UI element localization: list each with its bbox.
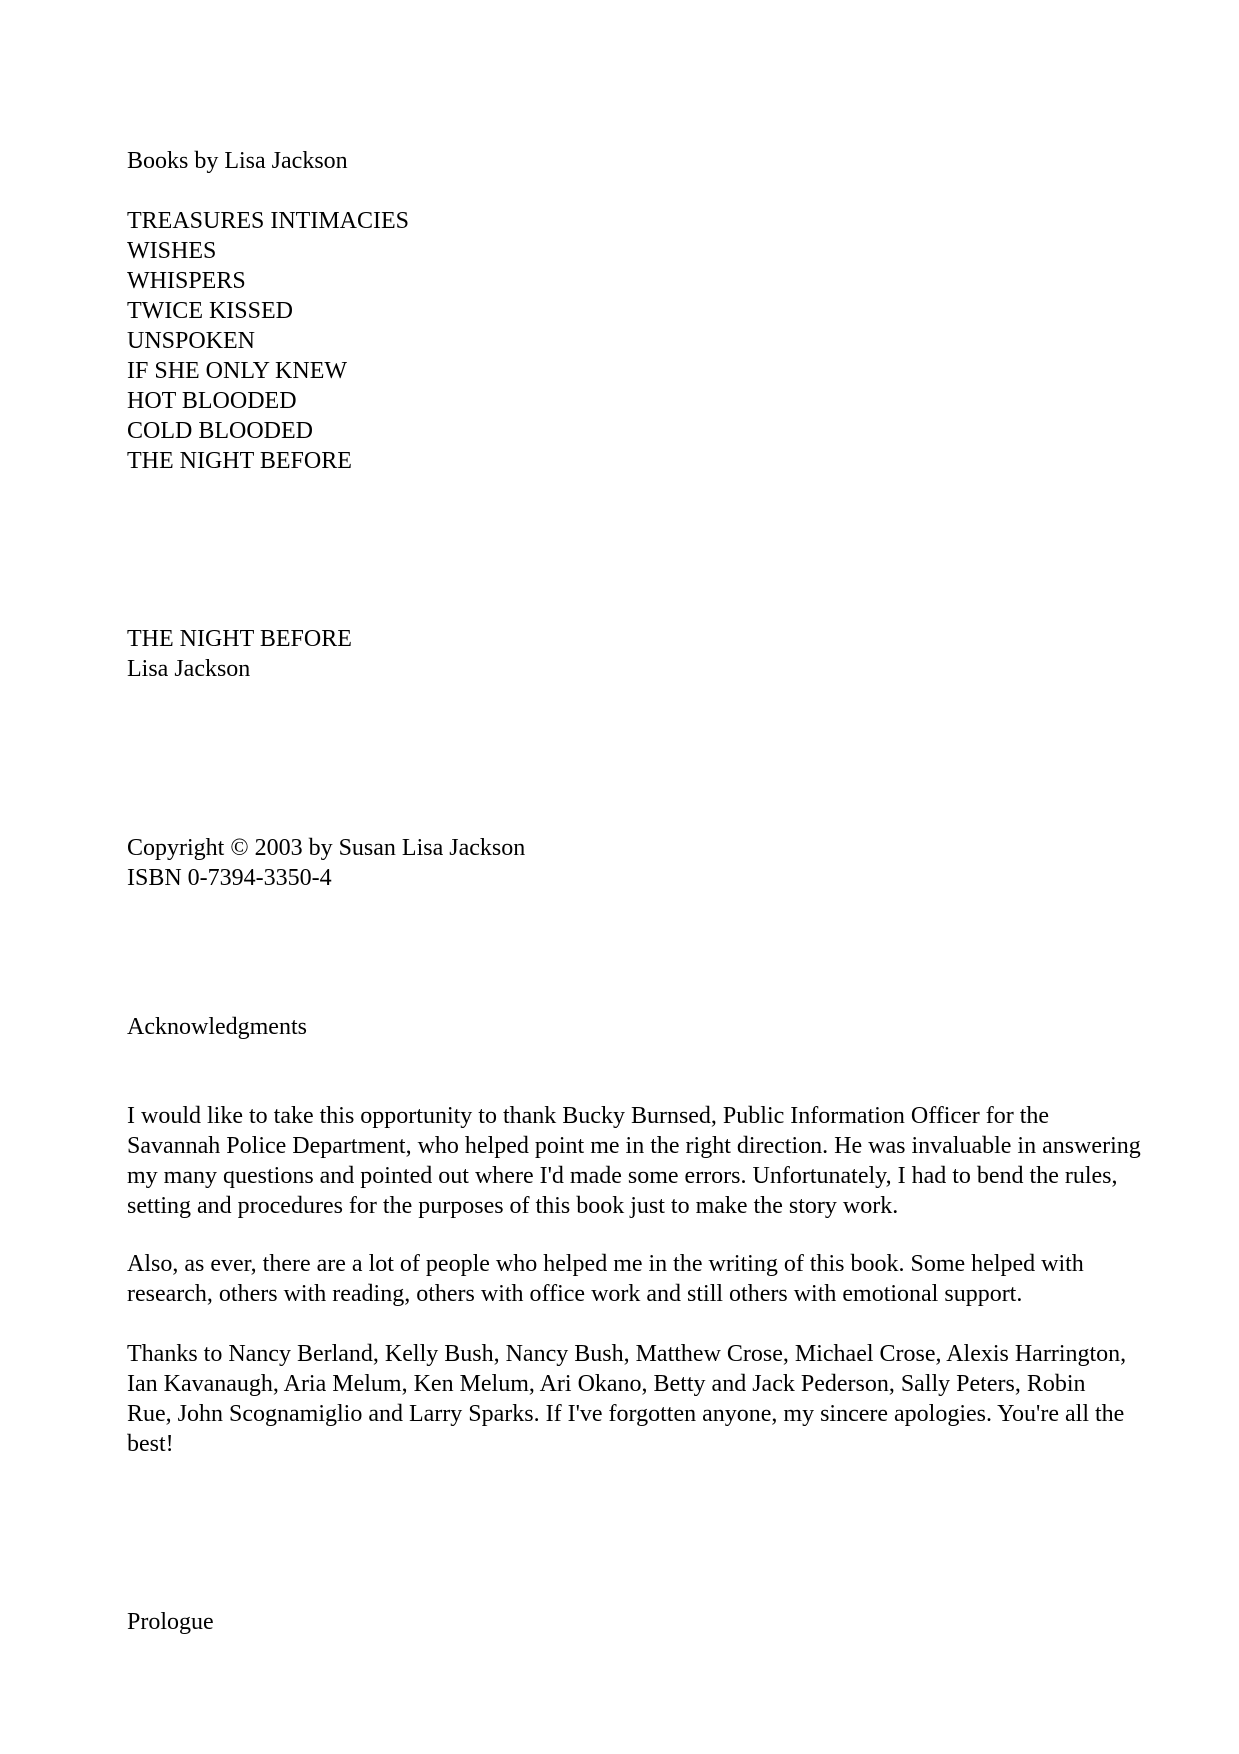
acknowledgments-heading	[127, 1012, 1127, 1042]
paragraph-line: Rue, John Scognamiglio and Larry Sparks. If I've forgotten anyone, my sincere apologies. You're all the	[127, 1401, 1125, 1427]
paragraph-line: Thanks to Nancy Berland, Kelly Bush, Nancy Bush, Matthew Crose, Michael Crose, Alexis Harrington,	[127, 1341, 1127, 1367]
paragraph-line: my many questions and pointed out where I'd made some errors. Unfortunately, I had to bend the rules,	[127, 1163, 1118, 1189]
book-list	[127, 206, 1127, 476]
paragraph-line: best!	[127, 1431, 174, 1457]
paragraph-line: Also, as ever, there are a lot of people who helped me in the writing of this book. Some helped with	[127, 1251, 1084, 1277]
paragraph-line: Savannah Police Department, who helped point me in the right direction. He was invaluable in answering	[127, 1133, 1141, 1159]
book-title: TWICE KISSED	[127, 298, 293, 324]
books-by-heading	[127, 146, 1127, 176]
paragraph-line: Ian Kavanaugh, Aria Melum, Ken Melum, Ari Okano, Betty and Jack Pederson, Sally Peters, Robin	[127, 1371, 1086, 1397]
book-title: TREASURES INTIMACIES	[127, 208, 410, 234]
paragraph-line: setting and procedures for the purposes of this book just to make the story work.	[127, 1193, 899, 1219]
copyright-block	[127, 833, 1127, 893]
paragraph-line: I would like to take this opportunity to thank Bucky Burnsed, Public Information Officer for the	[127, 1103, 1050, 1129]
acknowledgments-heading-text: Acknowledgments	[127, 1014, 307, 1040]
prologue-heading-text: Prologue	[127, 1609, 214, 1635]
book-title: UNSPOKEN	[127, 328, 256, 354]
book-author: Lisa Jackson	[127, 656, 251, 682]
title-page	[127, 624, 1127, 684]
copyright-line: Copyright © 2003 by Susan Lisa Jackson	[127, 835, 526, 861]
book-title: WISHES	[127, 238, 217, 264]
prologue-heading	[127, 1607, 1127, 1637]
book-title: COLD BLOODED	[127, 418, 313, 444]
paragraph-line: research, others with reading, others with office work and still others with emotional support.	[127, 1281, 1023, 1307]
book-title: IF SHE ONLY KNEW	[127, 358, 348, 384]
acknowledgments-paragraph	[127, 1249, 1127, 1309]
books-by-heading-text: Books by Lisa Jackson	[127, 148, 348, 174]
book-title: WHISPERS	[127, 268, 246, 294]
book-title: THE NIGHT BEFORE	[127, 448, 352, 474]
book-title-heading: THE NIGHT BEFORE	[127, 626, 352, 652]
isbn-line: ISBN 0-7394-3350-4	[127, 865, 332, 891]
book-title: HOT BLOODED	[127, 388, 297, 414]
acknowledgments-paragraph	[127, 1101, 1141, 1221]
acknowledgments-paragraph	[127, 1339, 1127, 1459]
